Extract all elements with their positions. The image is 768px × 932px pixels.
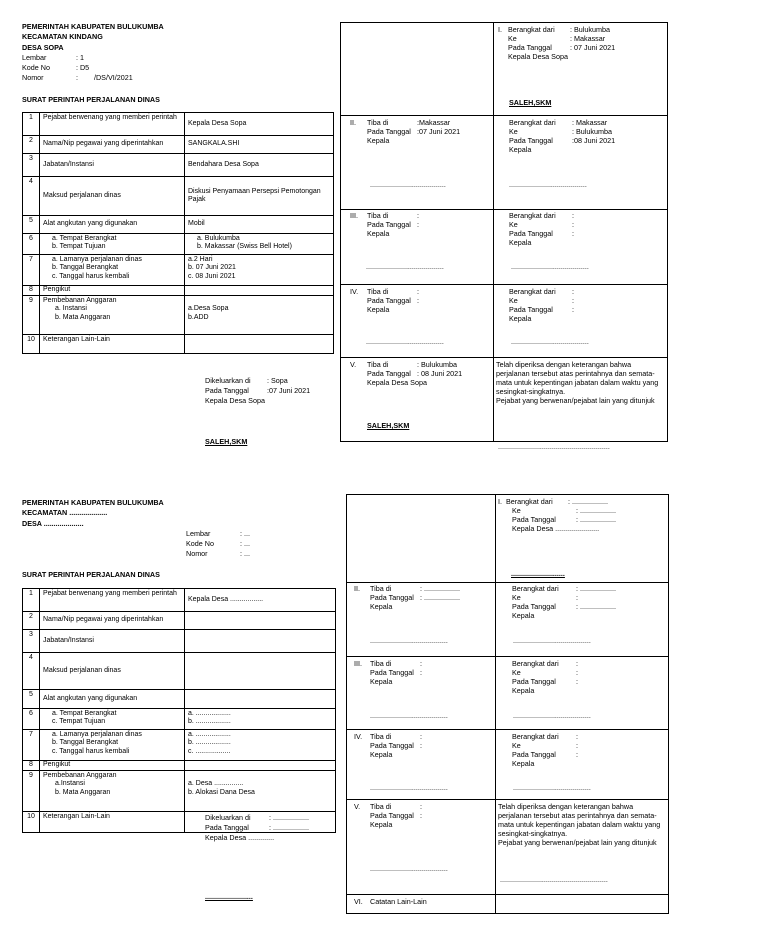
row-value: Kepala Desa ................. <box>185 589 336 612</box>
issued-signer-title: Kepala Desa Sopa <box>205 396 265 405</box>
row-no: 3 <box>23 630 40 653</box>
issued-signer-title: Kepala Desa ............. <box>205 833 275 842</box>
divider <box>346 799 669 800</box>
row-label: Pengikut <box>40 286 185 296</box>
row-label: Pembebanan Anggaran a.Instansi b. Mata Anggaran <box>40 771 185 812</box>
section-6-notes: VI. Catatan Lain-Lain <box>354 897 427 906</box>
spd-table <box>22 112 334 354</box>
row-label: a. Lamanya perjalanan dinas b. Tanggal Berangkat c. Tanggal harus kembali <box>40 255 185 286</box>
section-2-departure: Berangkat dari : .................. Ke : Pada Tanggal : .................. Kepala <box>512 584 616 620</box>
row-no: 5 <box>23 690 40 709</box>
row-value <box>185 612 336 630</box>
issued-place: Dikeluarkan di : .................. <box>205 813 309 822</box>
signer: SALEH,SKM <box>367 421 410 430</box>
issued-date: Pada Tanggal : .................. <box>205 823 309 832</box>
row-label: Alat angkutan yang digunakan <box>40 690 185 709</box>
row-no: 1 <box>23 113 40 136</box>
row-label: a. Tempat Berangkat c. Tempat Tujuan <box>40 709 185 730</box>
meta-kode: Kode No : D5 <box>22 63 90 72</box>
divider <box>340 209 668 210</box>
row-no: 9 <box>23 771 40 812</box>
issued-signer: SALEH,SKM <box>205 437 248 446</box>
doc-title: SURAT PERINTAH PERJALANAN DINAS <box>22 95 160 104</box>
section-5-arrival: V. Tiba di : Pada Tanggal : Kepala <box>354 802 422 829</box>
signature-line: ....................................... <box>366 337 444 346</box>
section-5-arrival: V. Tiba di : Bulukumba Pada Tanggal : 08 Juni 2021 Kepala Desa Sopa <box>350 360 463 387</box>
section-4-arrival: IV. Tiba di : Pada Tanggal : Kepala <box>354 732 422 759</box>
signature-line: ....................................... <box>513 783 591 792</box>
section-4-departure: Berangkat dari : Ke : Pada Tanggal : Kepala <box>509 287 574 323</box>
section-1: I. Berangkat dari : Bulukumba Ke : Makassar Pada Tanggal : 07 Juni 2021 Kepala Desa Sopa <box>498 25 616 61</box>
header-regency: PEMERINTAH KABUPATEN BULUKUMBA <box>22 498 164 507</box>
row-label: Jabatan/Instansi <box>40 630 185 653</box>
row-value: Diskusi Penyamaan Persepsi Pemotongan Pajak <box>185 177 334 216</box>
header-regency: PEMERINTAH KABUPATEN BULUKUMBA <box>22 22 164 31</box>
row-no: 7 <box>23 255 40 286</box>
section-2-arrival: II. Tiba di : .................. Pada Tanggal : .................. Kepala <box>354 584 460 611</box>
signature-line: ...................................................... <box>500 875 608 884</box>
meta-lembar: Lembar : ... <box>186 529 250 538</box>
divider <box>346 729 669 730</box>
divider <box>495 494 496 914</box>
row-label: a. Lamanya perjalanan dinas b. Tanggal Berangkat c. Tanggal harus kembali <box>40 730 185 761</box>
row-label: Nama/Nip pegawai yang diperintahkan <box>40 136 185 154</box>
row-label: a. Tempat Berangkat b. Tempat Tujuan <box>40 234 185 255</box>
row-label: Jabatan/Instansi <box>40 154 185 177</box>
divider <box>493 22 494 442</box>
row-no: 4 <box>23 653 40 690</box>
row-no: 10 <box>23 335 40 354</box>
row-no: 7 <box>23 730 40 761</box>
section-4-arrival: IV. Tiba di : Pada Tanggal : Kepala <box>350 287 419 314</box>
row-value: a. Bulukumba b. Makassar (Swiss Bell Hotel) <box>185 234 334 255</box>
signature-line: ....................................... <box>513 711 591 720</box>
row-no: 2 <box>23 612 40 630</box>
signature-line: ....................................... <box>370 783 448 792</box>
signature-line: ....................................... <box>511 337 589 346</box>
row-label: Nama/Nip pegawai yang diperintahkan <box>40 612 185 630</box>
spd-table <box>22 588 336 833</box>
row-label: Pejabat berwenang yang memberi perintah <box>40 589 185 612</box>
signature-line: ....................................... <box>370 711 448 720</box>
section-2-departure: Berangkat dari : Makassar Ke : Bulukumba Pada Tanggal :08 Juni 2021 Kepala <box>509 118 616 154</box>
row-no: 8 <box>23 761 40 771</box>
row-no: 8 <box>23 286 40 296</box>
row-label: Pengikut <box>40 761 185 771</box>
row-value <box>185 690 336 709</box>
row-no: 9 <box>23 296 40 335</box>
row-value <box>185 286 334 296</box>
section-2-arrival: II. Tiba di :Makassar Pada Tanggal :07 Juni 2021 Kepala <box>350 118 461 145</box>
row-no: 3 <box>23 154 40 177</box>
verification-note: Telah diperiksa dengan keterangan bahwa perjalanan tersebut atas perintahnya dan semata-mata untuk kepentingan jabatan dalam waktu yang sesingkat-singkatnya. Pejabat yang berwenan/pejabat lain yang ditunjuk <box>496 360 659 405</box>
section-3-arrival: III. Tiba di : Pada Tanggal : Kepala <box>350 211 419 238</box>
section-1: I. Berangkat dari : .................. Ke : .................. Pada Tanggal : .................. Kepala Desa ...................... <box>498 497 616 533</box>
signature-line: ....................................... <box>511 262 589 271</box>
section-3-departure: Berangkat dari : Ke : Pada Tanggal : Kepala <box>512 659 578 695</box>
signature-line: ........................................................ <box>498 442 610 451</box>
row-value <box>185 335 334 354</box>
divider <box>346 582 669 583</box>
row-value: a. .................. b. .................. c. .................. <box>185 730 336 761</box>
row-value <box>185 630 336 653</box>
section-3-arrival: III. Tiba di : Pada Tanggal : Kepala <box>354 659 422 686</box>
doc-title: SURAT PERINTAH PERJALANAN DINAS <box>22 570 160 579</box>
row-label: Pejabat berwenang yang memberi perintah <box>40 113 185 136</box>
row-value: a. Desa ............... b. Alokasi Dana Desa <box>185 771 336 812</box>
signer: ........................... <box>511 569 565 578</box>
row-label: Keterangan Lain-Lain <box>40 812 185 833</box>
row-label: Keterangan Lain-Lain <box>40 335 185 354</box>
signature-line: ....................................... <box>370 864 448 873</box>
row-no: 10 <box>23 812 40 833</box>
section-3-departure: Berangkat dari : Ke : Pada Tanggal : Kepala <box>509 211 574 247</box>
header-district: KECAMATAN KINDANG <box>22 32 103 41</box>
row-label: Pembebanan Anggaran a. Instansi b. Mata Anggaran <box>40 296 185 335</box>
row-label: Alat angkutan yang digunakan <box>40 216 185 234</box>
divider <box>340 284 668 285</box>
header-district: KECAMATAN ................... <box>22 508 108 517</box>
row-value: Bendahara Desa Sopa <box>185 154 334 177</box>
row-value: Kepala Desa Sopa <box>185 113 334 136</box>
row-value: a. .................. b. .................. <box>185 709 336 730</box>
meta-nomor: Nomor : ... <box>186 549 250 558</box>
row-label: Maksud perjalanan dinas <box>40 653 185 690</box>
row-no: 6 <box>23 234 40 255</box>
section-4-departure: Berangkat dari : Ke : Pada Tanggal : Kepala <box>512 732 578 768</box>
row-value <box>185 761 336 771</box>
divider <box>340 357 668 358</box>
signature-line: ...................................... <box>370 180 446 189</box>
issued-place: Dikeluarkan di : Sopa <box>205 376 288 385</box>
verification-note: Telah diperiksa dengan keterangan bahwa perjalanan tersebut atas perintahnya dan semata-mata untuk kepentingan jabatan dalam waktu yang sesingkat-singkatnya. Pejabat yang berwenan/pejabat lain yang ditunjuk <box>498 802 661 847</box>
row-value: a.2 Hari b. 07 Juni 2021 c. 08 Juni 2021 <box>185 255 334 286</box>
row-no: 1 <box>23 589 40 612</box>
row-no: 4 <box>23 177 40 216</box>
travel-log-box <box>346 494 669 914</box>
signature-line: ....................................... <box>366 262 444 271</box>
row-value: a.Desa Sopa b.ADD <box>185 296 334 335</box>
header-village: DESA SOPA <box>22 43 64 52</box>
meta-kode: Kode No : ... <box>186 539 250 548</box>
signature-line: ....................................... <box>513 636 591 645</box>
row-no: 5 <box>23 216 40 234</box>
row-value <box>185 653 336 690</box>
meta-nomor: Nomor : /DS/VI/2021 <box>22 73 133 82</box>
issued-date: Pada Tanggal :07 Juni 2021 <box>205 386 311 395</box>
signature-line: ....................................... <box>370 636 448 645</box>
divider <box>340 115 668 116</box>
signer: SALEH,SKM <box>509 98 552 107</box>
row-value: SANGKALA.SHI <box>185 136 334 154</box>
row-value: Mobil <box>185 216 334 234</box>
signature-line: ....................................... <box>509 180 587 189</box>
divider <box>346 894 669 895</box>
divider <box>346 656 669 657</box>
row-no: 6 <box>23 709 40 730</box>
row-label: Maksud perjalanan dinas <box>40 177 185 216</box>
row-no: 2 <box>23 136 40 154</box>
header-village: DESA .................... <box>22 519 84 528</box>
meta-lembar: Lembar : 1 <box>22 53 84 62</box>
issued-signer: ........................ <box>205 892 253 901</box>
